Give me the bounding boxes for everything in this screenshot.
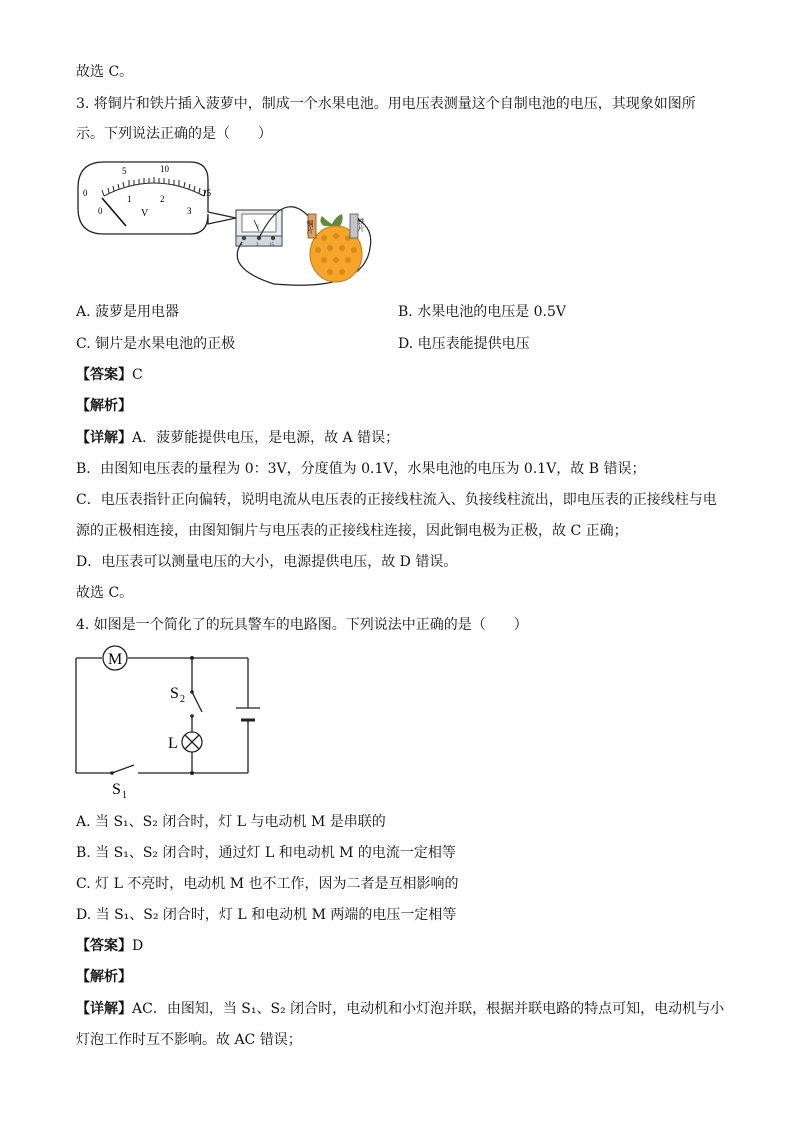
- answer-label: 【答案】: [76, 938, 132, 954]
- q3-end: 故选 C。: [76, 585, 134, 601]
- s1-label: S: [112, 781, 121, 798]
- answer-value: D: [132, 938, 144, 954]
- svg-text:3: 3: [256, 243, 259, 248]
- q4-detail-1: [76, 999, 724, 1019]
- svg-text:-: -: [241, 243, 243, 248]
- svg-text:15: 15: [269, 243, 274, 248]
- q3-answer: [76, 365, 143, 385]
- q3-detail-2: B．由图知电压表的量程为 0：3V，分度值为 0.1V，水果电池的电压为 0.1V，故 B 错误；: [76, 461, 646, 477]
- q4-analysis-label: 【解析】: [76, 969, 132, 985]
- s2-label: S: [170, 685, 179, 702]
- scale-top-10: 10: [160, 164, 169, 174]
- detail-label: 【详解】: [76, 430, 132, 446]
- answer-value: C: [132, 367, 143, 383]
- meter-needle: [102, 198, 126, 226]
- meter-unit: V: [141, 208, 149, 219]
- q3-detail-4: 源的正极相连接，由图知铜片与电压表的正接线柱连接，因此铜电极为正极，故 C 正确；: [76, 523, 628, 539]
- voltmeter-pineapple-figure: [74, 158, 394, 288]
- q4-option-a: A. 当 S₁、S₂ 闭合时，灯 L 与电动机 M 是串联的: [76, 814, 386, 830]
- answer-label: 【答案】: [76, 367, 132, 383]
- q3-detail-1: [76, 428, 399, 448]
- scale-top-5: 5: [122, 166, 127, 176]
- motor-label: M: [108, 651, 123, 668]
- detail-label: 【详解】: [76, 1001, 132, 1017]
- meter-scale: [83, 164, 212, 219]
- svg-text:V: V: [256, 225, 260, 230]
- lamp-label: L: [168, 735, 178, 752]
- battery-symbol: [236, 708, 260, 720]
- q4-detail-2: 灯泡工作时互不影响。故 AC 错误；: [76, 1032, 302, 1048]
- scale-bottom-1: 1: [127, 194, 132, 204]
- detail-text: AC．由图知，当 S₁、S₂ 闭合时，电动机和小灯泡并联，根据并联电路的特点可知，电动机与小: [132, 1001, 725, 1017]
- q3-detail-3: C．电压表指针正向偏转，说明电流从电压表的正接线柱流入、负接线柱流出，即电压表的正接线柱与电: [76, 492, 717, 508]
- voltmeter: [236, 210, 282, 248]
- detail-text: A．菠萝能提供电压，是电源，故 A 错误；: [132, 430, 400, 446]
- scale-bottom-3: 3: [187, 206, 192, 216]
- lamp-symbol: [182, 732, 202, 752]
- q4-answer: [76, 936, 143, 956]
- s1-subscript: 1: [122, 790, 127, 800]
- scale-bottom-0: 0: [98, 206, 103, 216]
- copper-label: 铜片: [306, 220, 314, 234]
- iron-label: 铁片: [357, 218, 365, 232]
- q3-option-b: B. 水果电池的电压是 0.5V: [398, 304, 567, 320]
- scale-bottom-2: 2: [160, 194, 165, 204]
- q3-option-a: A. 菠萝是用电器: [76, 304, 180, 320]
- scale-top-0: 0: [83, 188, 88, 198]
- q4-option-c: C. 灯 L 不亮时，电动机 M 也不工作，因为二者是互相影响的: [76, 876, 459, 892]
- q3-option-c: C. 铜片是水果电池的正极: [76, 336, 236, 352]
- q4-option-d: D. 当 S₁、S₂ 闭合时，灯 L 和电动机 M 两端的电压一定相等: [76, 907, 457, 923]
- q3-stem: 3. 将铜片和铁片插入菠萝中，制成一个水果电池。用电压表测量这个自制电池的电压，其现象如图所: [76, 96, 696, 112]
- scale-top-15: 15: [202, 188, 211, 198]
- q3-stem-cont: 示。下列说法正确的是（ ）: [76, 126, 272, 142]
- q4-stem: 4. 如图是一个简化了的玩具警车的电路图。下列说法中正确的是（ ）: [76, 617, 528, 633]
- s2-subscript: 2: [180, 694, 185, 705]
- q4-option-b: B. 当 S₁、S₂ 闭合时，通过灯 L 和电动机 M 的电流一定相等: [76, 845, 456, 861]
- text-line: 故选 C。: [76, 64, 134, 80]
- q3-detail-5: D．电压表可以测量电压的大小，电源提供电压，故 D 错误。: [76, 554, 458, 570]
- q3-option-d: D. 电压表能提供电压: [398, 336, 530, 352]
- circuit-diagram: [70, 640, 260, 800]
- q3-analysis-label: 【解析】: [76, 398, 132, 414]
